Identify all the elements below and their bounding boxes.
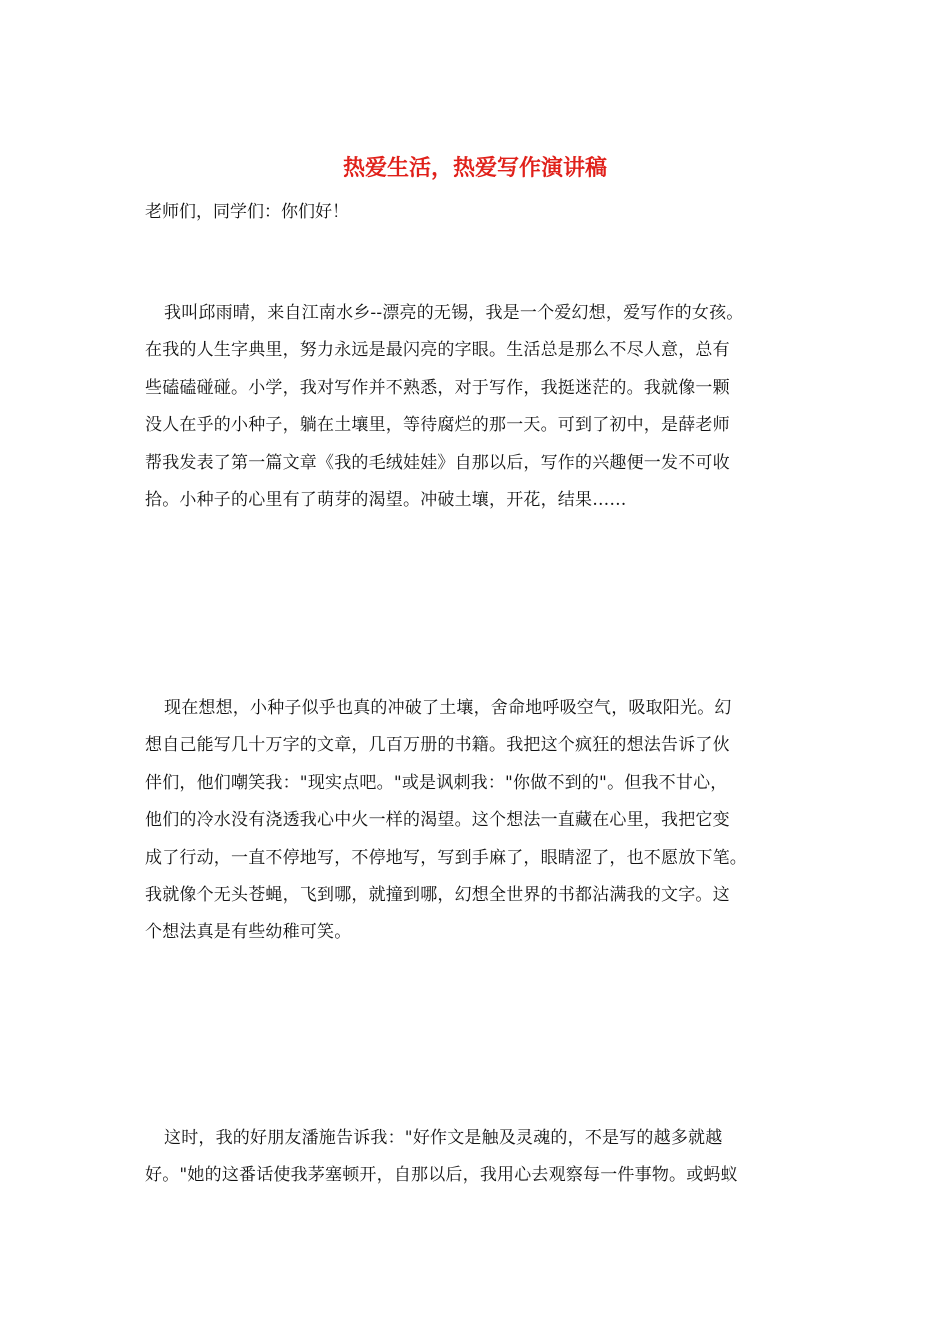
paragraph-line: 现在想想，小种子似乎也真的冲破了土壤，舍命地呼吸空气，吸取阳光。幻	[164, 698, 732, 718]
paragraph-line: 成了行动，一直不停地写，不停地写，写到手麻了，眼睛涩了，也不愿放下笔。	[145, 847, 747, 868]
paragraph-line: 拾。小种子的心里有了萌芽的渴望。冲破土壤，开花，结果……	[145, 489, 627, 510]
paragraph-line: 伴们，他们嘲笑我："现实点吧。"或是讽刺我："你做不到的"。但我不甘心，	[145, 772, 728, 793]
paragraph-line: 好。"她的这番话使我茅塞顿开，自那以后，我用心去观察每一件事物。或蚂蚁	[145, 1165, 738, 1186]
paragraph-line: 想自己能写几十万字的文章，几百万册的书籍。我把这个疯狂的想法告诉了伙	[145, 735, 730, 756]
paragraph-line: 帮我发表了第一篇文章《我的毛绒娃娃》自那以后，写作的兴趣便一发不可收	[145, 452, 730, 473]
paragraph-line: 这时，我的好朋友潘施告诉我："好作文是触及灵魂的，不是写的越多就越	[164, 1128, 723, 1148]
paragraph-line: 我就像个无头苍蝇，飞到哪，就撞到哪，幻想全世界的书都沾满我的文字。这	[145, 884, 730, 905]
paragraph-line: 些磕磕碰碰。小学，我对写作并不熟悉，对于写作，我挺迷茫的。我就像一颗	[145, 377, 730, 398]
paragraph-2	[145, 690, 815, 952]
document-title: 热爱生活，热爱写作演讲稿	[342, 155, 607, 181]
paragraph-line: 我叫邱雨晴，来自江南水乡--漂亮的无锡，我是一个爱幻想，爱写作的女孩。	[164, 303, 744, 323]
paragraph-line: 个想法真是有些幼稚可笑。	[145, 922, 352, 943]
paragraph-3	[145, 1120, 815, 1195]
paragraph-line: 他们的冷水没有浇透我心中火一样的渴望。这个想法一直藏在心里，我把它变	[145, 810, 730, 831]
paragraph-line: 没人在乎的小种子，躺在土壤里，等待腐烂的那一天。可到了初中，是薛老师	[145, 415, 730, 436]
paragraph-line: 在我的人生字典里，努力永远是最闪亮的字眼。生活总是那么不尽人意，总有	[145, 340, 730, 361]
paragraph-1	[145, 295, 815, 519]
greeting-line: 老师们，同学们：你们好！	[145, 202, 349, 222]
